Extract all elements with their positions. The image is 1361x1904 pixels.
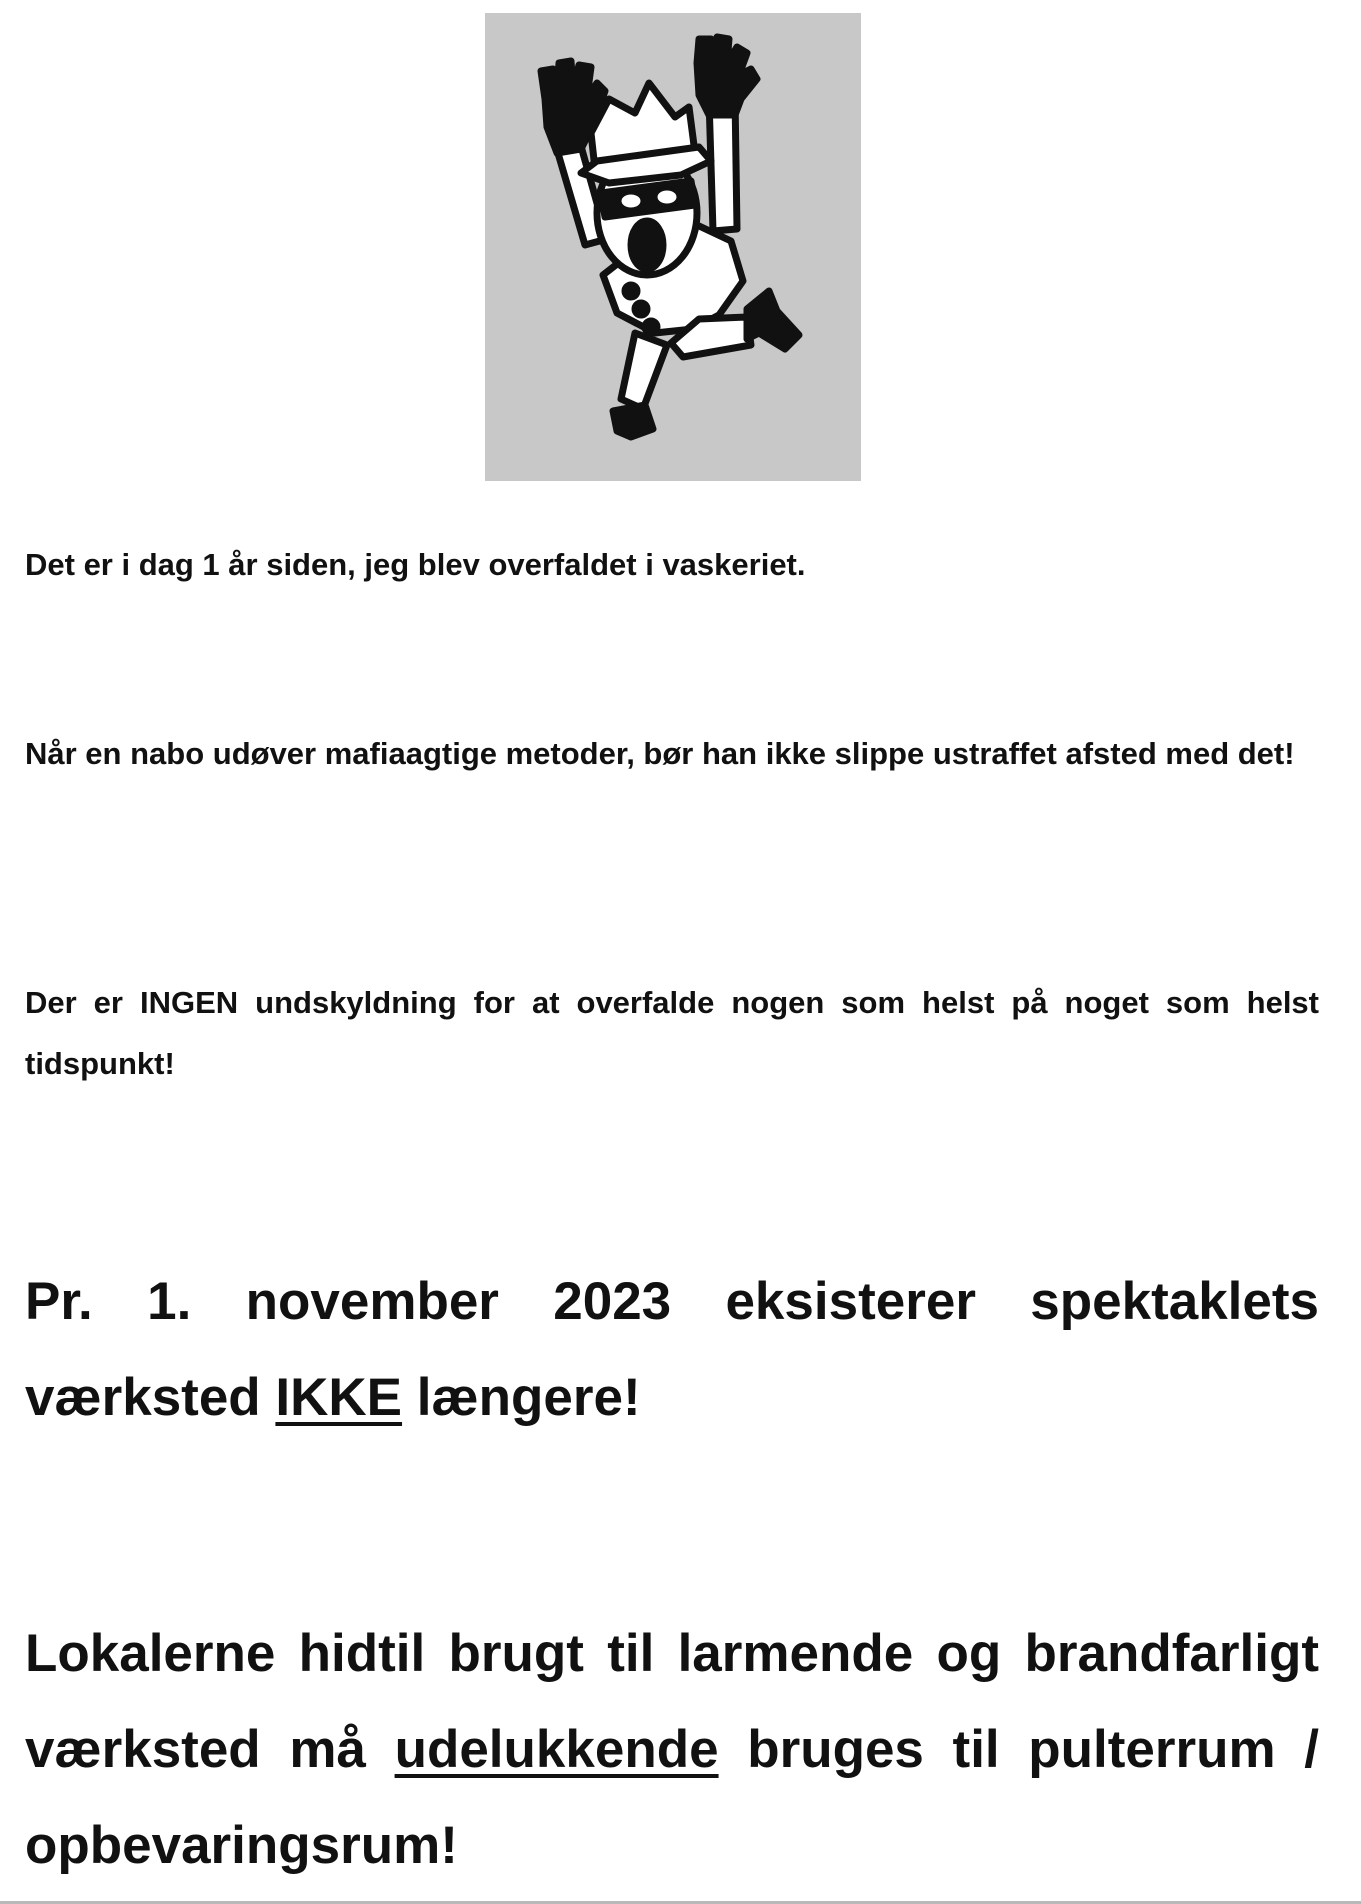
workshop-closed-text-end: længere! [402, 1368, 641, 1427]
paragraph-workshop-closed [25, 1254, 1319, 1446]
paragraph-no-excuse: Der er INGEN undskyldning for at overfalde nogen som helst på noget som helst tidspunkt! [25, 985, 1319, 1081]
paragraph-anniversary: Det er i dag 1 år siden, jeg blev overfaldet i vaskeriet. [25, 547, 806, 582]
storage-only-text-start: Lokalerne hidtil brugt til larmende og brandfarligt værksted må [25, 1624, 1319, 1779]
paragraph-storage-only [25, 1606, 1319, 1894]
storage-only-text-end: bruges til pulterrum / opbevaringsrum! [25, 1720, 1320, 1875]
workshop-closed-text-start: Pr. 1. november 2023 eksisterer spektaklets værksted [25, 1272, 1319, 1427]
underlined-ikke: IKKE [275, 1368, 403, 1427]
cartoon-illustration [485, 13, 861, 481]
underlined-udelukkende: udelukkende [394, 1720, 719, 1779]
paragraph-mafia-methods: Når en nabo udøver mafiaagtige metoder, bør han ikke slippe ustraffet afsted med det! [25, 736, 1295, 771]
panicked-figure-icon [485, 13, 861, 481]
